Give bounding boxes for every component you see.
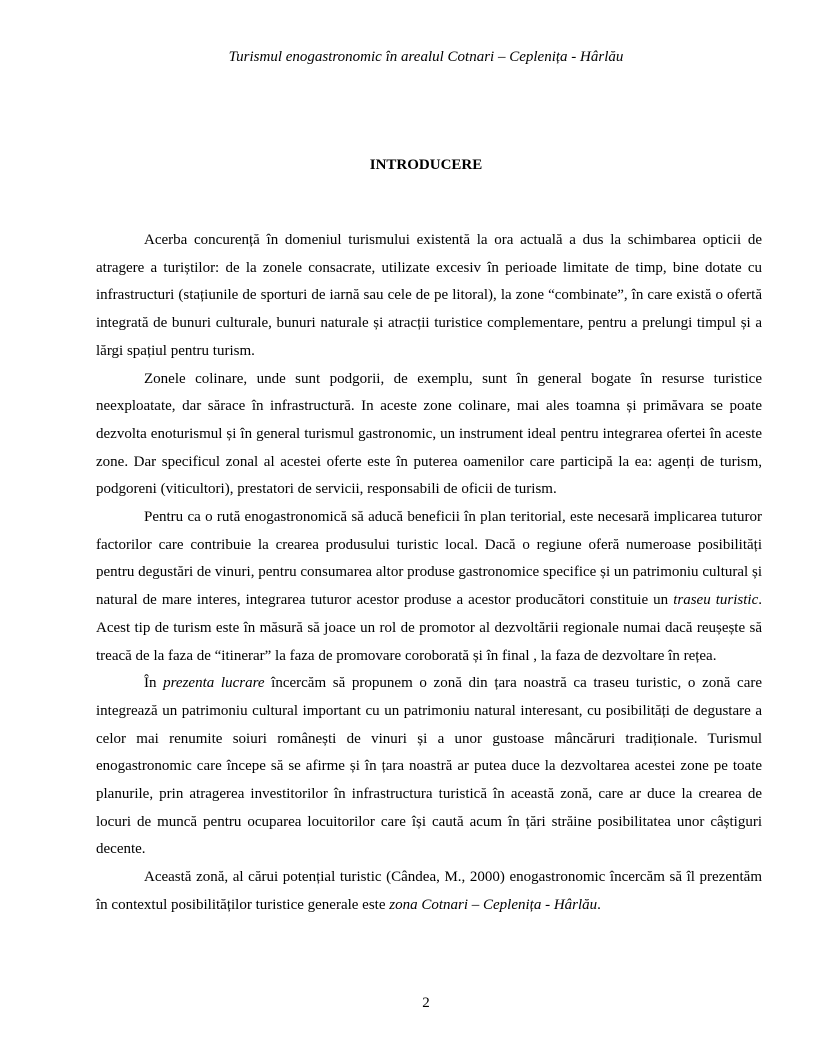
paragraph-3-emphasis: traseu turistic [673, 592, 759, 609]
paragraph-3-text-a: Pentru ca o rută enogastronomică să aducă beneficii în plan teritorial, este necesară implicarea tuturor factorilor care contribuie la crearea produsului turistic local. Dacă o regiune oferă numeroase posibilități pentru degustări de vinuri, pentru consumarea altor produse gastronomice specifice și un patrimoniu cultural și natural de mare interes, integrarea tuturor acestor produse a acestor producători constituie un [96, 509, 762, 609]
paragraph-3 [96, 504, 762, 670]
paragraph-4-text-a: În [144, 675, 164, 692]
body-text [96, 227, 762, 920]
running-header: Turismul enogastronomic în arealul Cotnari – Ceplenița - Hârlău [228, 49, 624, 65]
paragraph-2: Zonele colinare, unde sunt podgorii, de exemplu, sunt în general bogate în resurse turistice neexploatate, dar sărace în infrastructură. In aceste zone colinare, mai ales toamna și primăvara se poate dezvolta enoturismul și în general turismul gastronomic, un instrument ideal pentru integrarea ofertei în aceste zone. Dar specificul zonal al acestei oferte este în puterea oamenilor care participă la ea: agenți de turism, podgoreni (viticultori), prestatori de servicii, responsabili de oficii de turism. [96, 370, 762, 498]
page-number: 2 [422, 995, 430, 1011]
paragraph-5 [96, 864, 762, 919]
section-title: INTRODUCERE [369, 157, 483, 173]
paragraph-5-emphasis: zona Cotnari – Ceplenița - Hârlău [389, 896, 598, 913]
paragraph-1: Acerba concurență în domeniul turismului existentă la ora actuală a dus la schimbarea opticii de atragere a turiștilor: de la zonele consacrate, utilizate excesiv în perioade limitate de timp, bine dotate cu infrastructuri (stațiunile de sporturi de iarnă sau cele de pe litoral), la zone “combinate”, în care există o ofertă integrată de bunuri culturale, bunuri naturale și atracții turistice complementare, pentru a prelungi timpul și a lărgi spațiul pentru turism. [96, 232, 762, 359]
paragraph-4-text-b: încercăm să propunem o zonă din țara noastră ca traseu turistic, o zonă care integrează un patrimoniu cultural important cu un patrimoniu natural interesant, cu posibilități de degustare a celor mai renumite soiuri românești de vinuri și a unor gustoase mâncăruri tradiționale. Turismul enogastronomic care începe să se afirme și în țara noastră ar putea duce la dezvoltarea acestei zone pe toate planurile, prin atragerea investitorilor în infrastructura turistică în această zonă, care ar duce la crearea de locuri de muncă pentru ocuparea locuitorilor care își caută acum în țări străine posibilitatea unor câștiguri decente. [96, 675, 762, 858]
paragraph-4 [96, 670, 762, 864]
paragraph-3-text-b: . Acest tip de turism este în măsură să joace un rol de promotor al dezvoltării regionale numai dacă reușește să treacă de la faza de “itinerar” la faza de promovare coroborată și în final , la faza de dezvoltare în rețea. [96, 592, 762, 664]
paragraph-5-text-a: Această zonă, al cărui potențial turistic (Cândea, M., 2000) enogastronomic încercăm să îl prezentăm în contextul posibilităților turistice generale este [96, 869, 762, 913]
paragraph-4-emphasis: prezenta lucrare [163, 675, 265, 692]
paragraph-5-text-b: . [597, 896, 601, 913]
